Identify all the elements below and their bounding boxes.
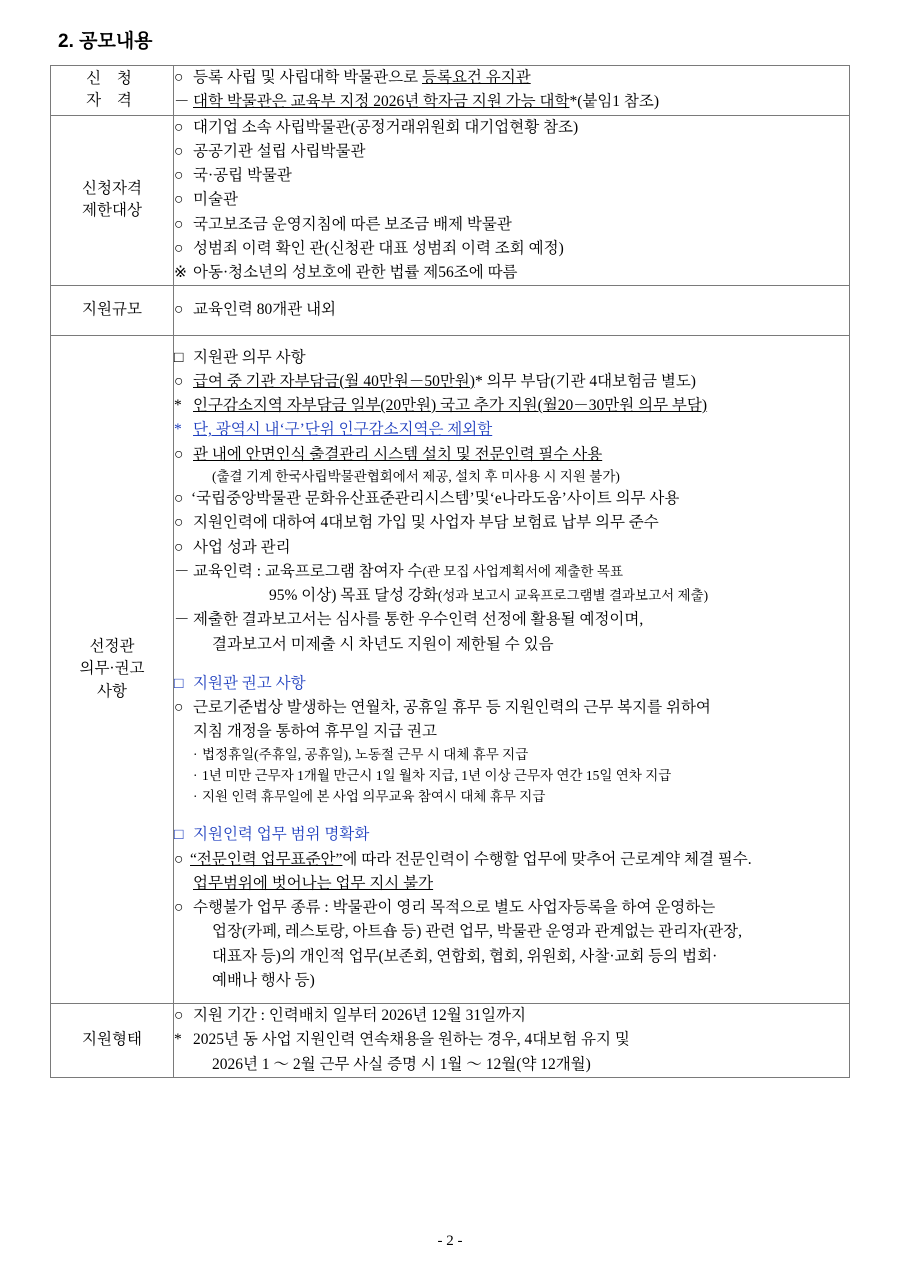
page-number: - 2 - bbox=[437, 1233, 463, 1249]
list-item-note: · 지원 인력 휴무일에 본 사업 의무교육 참여시 대체 휴무 지급 bbox=[174, 787, 849, 807]
bullet-circle-icon: ○ bbox=[174, 538, 184, 556]
bullet-circle-icon: ○ bbox=[174, 167, 184, 184]
bullet-circle-icon: ○ bbox=[174, 490, 184, 507]
row-content-support-type bbox=[174, 1004, 850, 1078]
spacer bbox=[174, 808, 849, 822]
row-content-obligations bbox=[174, 335, 850, 1004]
bullet-circle-icon: ○ bbox=[174, 899, 184, 917]
list-item: ○ 지원인력에 대하여 4대보험 가입 및 사업자 부담 보험료 납부 의무 준수 bbox=[174, 511, 849, 534]
bullet-circle-icon: ○ bbox=[174, 1007, 184, 1025]
announcement-table bbox=[50, 65, 850, 1078]
list-item: ○ 교육인력 80개관 내외 bbox=[174, 298, 849, 321]
row-label-eligibility-restrictions: 신청자격 제한대상 bbox=[51, 115, 174, 286]
table-row-support-type bbox=[51, 1004, 850, 1078]
list-item: ○ 대기업 소속 사립박물관(공정거래위원회 대기업현황 참조) bbox=[174, 116, 849, 139]
bullet-circle-icon: ○ bbox=[174, 850, 184, 868]
list-item: － 대학 박물관은 교육부 지정 2026년 학자금 지원 가능 대학*(붙임1 참조) bbox=[174, 90, 849, 113]
page-title: 2. 공모내용 bbox=[58, 31, 153, 52]
list-item: ○ 성범죄 이력 확인 관(신청관 대표 성범죄 이력 조회 예정) bbox=[174, 237, 849, 260]
list-item: ○ 등록 사립 및 사립대학 박물관으로 등록요건 유지관 bbox=[174, 66, 849, 89]
list-item-cont: 업무범위에 벗어나는 업무 지시 불가 bbox=[193, 874, 434, 892]
list-item-cont: 지침 개정을 통하여 휴무일 지급 권고 bbox=[193, 723, 437, 741]
bullet-asterisk-icon: * bbox=[174, 1031, 182, 1049]
bullet-square-icon: □ bbox=[174, 826, 184, 844]
bullet-asterisk-icon: * bbox=[174, 397, 182, 414]
list-item-note: · 1년 미만 근무자 1개월 만근시 1일 월차 지급, 1년 이상 근무자 연간 15일 연차 지급 bbox=[174, 766, 849, 786]
bullet-middot-icon: · bbox=[193, 767, 198, 783]
row-content-eligibility-restrictions bbox=[174, 115, 850, 286]
list-item-sub: － 제출한 결과보고서는 심사를 통한 우수인력 선정에 활용될 예정이며, bbox=[174, 608, 849, 631]
bullet-circle-icon: ○ bbox=[174, 118, 184, 136]
list-item-heading-recommendation: □ 지원관 권고 사항 bbox=[174, 672, 849, 695]
list-item: ○ 수행불가 업무 종류 : 박물관이 영리 목적으로 별도 사업자등록을 하여 운영하는 bbox=[174, 896, 849, 919]
underlined-phrase: 등록요건 유지관 bbox=[422, 69, 531, 86]
list-item: * 인구감소지역 자부담금 일부(20만원) 국고 추가 지원(월20－30만원 의무 부담) bbox=[174, 394, 849, 417]
list-item-cont: 2026년 1 ～ 2월 근무 사실 증명 시 1월 ～ 12월(약 12개월) bbox=[212, 1055, 591, 1073]
bullet-circle-icon: ○ bbox=[174, 372, 184, 390]
bullet-circle-icon: ○ bbox=[174, 69, 184, 86]
row-label-support-type: 지원형태 bbox=[51, 1004, 174, 1078]
list-item-heading-mandatory: □ 지원관 의무 사항 bbox=[174, 346, 849, 369]
row-label-support-scale: 지원규모 bbox=[51, 286, 174, 335]
bullet-circle-icon: ○ bbox=[174, 445, 184, 463]
list-item: ○ 급여 중 기관 자부담금(월 40만원－50만원)* 의무 부담(기관 4대보험금 별도) bbox=[174, 370, 849, 393]
list-item-note: · 법정휴일(주휴일, 공휴일), 노동절 근무 시 대체 휴무 지급 bbox=[174, 745, 849, 765]
bullet-circle-icon: ○ bbox=[174, 301, 184, 319]
table-row-obligations bbox=[51, 335, 850, 1004]
bullet-circle-icon: ○ bbox=[174, 699, 184, 717]
row-label-obligations: 선정관 의무·권고 사항 bbox=[51, 335, 174, 1004]
bullet-middot-icon: · bbox=[193, 789, 198, 805]
list-item: * 단, 광역시 내‘구’단위 인구감소지역은 제외함 bbox=[174, 418, 849, 441]
list-item-heading-scope: □ 지원인력 업무 범위 명확화 bbox=[174, 823, 849, 846]
bullet-asterisk-icon: * bbox=[174, 421, 182, 439]
row-content-support-scale bbox=[174, 286, 850, 335]
spacer bbox=[174, 657, 849, 671]
bullet-circle-icon: ○ bbox=[174, 142, 184, 160]
list-item: ○ ‘국립중앙박물관 문화유산표준관리시스템’및‘e나라도움’사이트 의무 사용 bbox=[174, 488, 849, 510]
list-item-note: (출결 기계 한국사립박물관협회에서 제공, 설치 후 미사용 시 지원 불가) bbox=[212, 468, 620, 484]
table-row-eligibility-restrictions bbox=[51, 115, 850, 286]
list-item: ○ 공공기관 설립 사립박물관 bbox=[174, 140, 849, 163]
list-item: ○ “전문인력 업무표준안”에 따라 전문인력이 수행할 업무에 맞추어 근로계약 체결 필수. bbox=[174, 848, 849, 871]
list-item: * 2025년 동 사업 지원인력 연속채용을 원하는 경우, 4대보험 유지 및 bbox=[174, 1028, 849, 1051]
list-item: ○ 국·공립 박물관 bbox=[174, 164, 849, 187]
list-item-sub-cont: 95% 이상) 목표 달성 강화(성과 보고시 교육프로그램별 결과보고서 제출) bbox=[269, 587, 709, 605]
row-content-application-eligibility bbox=[174, 66, 850, 116]
table-row-support-scale bbox=[51, 286, 850, 335]
bullet-circle-icon: ○ bbox=[174, 514, 184, 532]
bullet-circle-icon: ○ bbox=[174, 239, 184, 257]
bullet-square-icon: □ bbox=[174, 674, 184, 692]
list-item: ○ 지원 기간 : 인력배치 일부터 2026년 12월 31일까지 bbox=[174, 1004, 849, 1027]
bullet-reference-icon: ※ bbox=[174, 264, 187, 281]
list-item: ※ 아동·청소년의 성보호에 관한 법률 제56조에 따름 bbox=[174, 261, 849, 284]
list-item-cont: 예배나 행사 등) bbox=[212, 971, 315, 989]
list-item: ○ 국고보조금 운영지침에 따른 보조금 배제 박물관 bbox=[174, 213, 849, 236]
bullet-circle-icon: ○ bbox=[174, 191, 184, 209]
bullet-circle-icon: ○ bbox=[174, 215, 184, 233]
list-item-sub-cont: 결과보고서 미제출 시 차년도 지원이 제한될 수 있음 bbox=[212, 635, 554, 653]
list-item: ○ 사업 성과 관리 bbox=[174, 536, 849, 559]
list-item: ○ 근로기준법상 발생하는 연월차, 공휴일 휴무 등 지원인력의 근무 복지를 위하여 bbox=[174, 696, 849, 719]
list-item-cont: 대표자 등)의 개인적 업무(보존회, 연합회, 협회, 위원회, 사찰·교회 등의 법회· bbox=[212, 947, 718, 965]
row-label-application-eligibility: 신 청 자 격 bbox=[51, 66, 174, 116]
list-item: ○ 관 내에 안면인식 출결관리 시스템 설치 및 전문인력 필수 사용 bbox=[174, 443, 849, 466]
bullet-dash-icon: － bbox=[174, 93, 190, 111]
list-item-sub: － 교육인력 : 교육프로그램 참여자 수(관 모집 사업계획서에 제출한 목표 bbox=[174, 560, 849, 583]
list-item: ○ 미술관 bbox=[174, 188, 849, 211]
bullet-square-icon: □ bbox=[174, 348, 184, 366]
list-item-cont: 업장(카페, 레스토랑, 아트숍 등) 관련 업무, 박물관 운영과 관계없는 관리자(관장, bbox=[212, 923, 743, 941]
bullet-middot-icon: · bbox=[193, 746, 198, 762]
bullet-dash-icon: － bbox=[174, 611, 190, 629]
table-row-application-eligibility bbox=[51, 66, 850, 116]
bullet-dash-icon: － bbox=[174, 562, 190, 580]
